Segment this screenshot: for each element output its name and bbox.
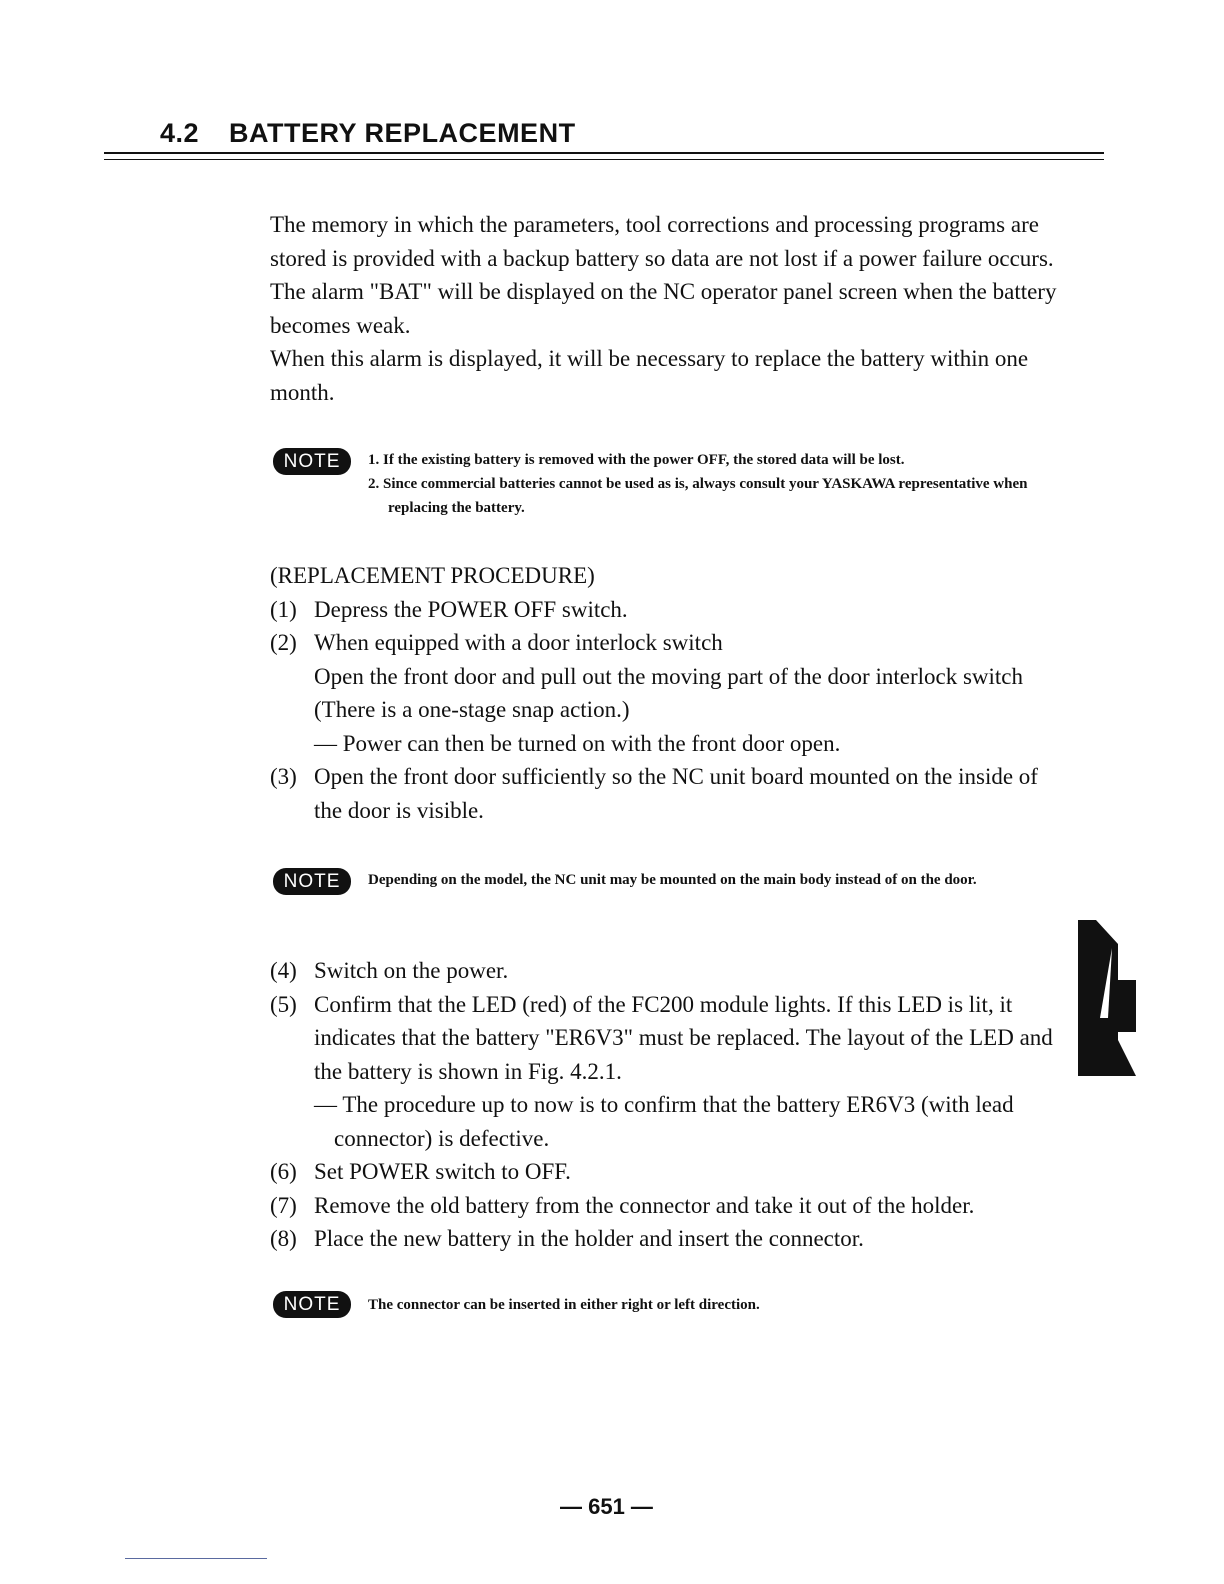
note-1-item: 1. If the existing battery is removed with the power OFF, the stored data will be lost.: [368, 452, 905, 468]
step-text: Remove the old battery from the connector and take it out of the holder.: [314, 1192, 975, 1218]
step-number: (5): [270, 991, 297, 1017]
procedure-part-1: [270, 559, 1070, 827]
footer-line: [125, 1558, 267, 1559]
heading-rule-thin: [104, 159, 1104, 160]
note-badge: NOTE: [273, 448, 351, 475]
heading-rule: [104, 152, 1104, 154]
chapter-tab: [878, 720, 1136, 1076]
note-1-item: 2. Since commercial batteries cannot be used as is, always consult your YASKAWA representative when replacing the battery.: [368, 476, 1028, 516]
step-text: Set POWER switch to OFF.: [314, 1159, 571, 1184]
step-text: Confirm that the LED (red) of the FC200 module lights. If this LED is lit, it indicates that the battery "ER6V3" must be replaced. The layout of the LED and the battery is shown in Fig. 4.2.1.: [314, 991, 1053, 1084]
note-2-text: Depending on the model, the NC unit may be mounted on the main body instead of on the door.: [368, 872, 977, 888]
step-number: (6): [270, 1159, 297, 1184]
step-number: (2): [270, 630, 297, 655]
procedure-step: [270, 760, 1070, 827]
procedure-step: [270, 1222, 1070, 1256]
step-text: Depress the POWER OFF switch.: [314, 596, 628, 622]
procedure-step: [270, 593, 1070, 627]
note-badge: NOTE: [273, 1291, 351, 1318]
step-text: Switch on the power.: [314, 958, 509, 983]
page-number: — 651 —: [560, 1494, 653, 1519]
step-number: (1): [270, 596, 297, 622]
step-text: Open the front door sufficiently so the NC unit board mounted on the inside of the door is visible.: [314, 764, 1038, 823]
step-text: When equipped with a door interlock switch: [314, 630, 723, 655]
step-number: (8): [270, 1226, 297, 1251]
procedure-step: [270, 988, 1070, 1156]
step-text: Open the front door and pull out the moving part of the door interlock switch (There is a one-stage snap action.): [314, 663, 1024, 722]
step-number: (7): [270, 1192, 297, 1218]
step-text: — The procedure up to now is to confirm that the battery ER6V3 (with lead connector) is defective.: [314, 1092, 1014, 1151]
procedure-step: [270, 1189, 1070, 1223]
section-title: BATTERY REPLACEMENT: [229, 118, 576, 148]
note-badge: NOTE: [273, 868, 351, 895]
procedure-step: [270, 1155, 1070, 1189]
note-3-text: The connector can be inserted in either right or left direction.: [368, 1297, 760, 1313]
section-number: 4.2: [160, 118, 200, 148]
step-text: Place the new battery in the holder and insert the connector.: [314, 1226, 864, 1251]
intro-paragraph-2: When this alarm is displayed, it will be necessary to replace the battery within one month.: [270, 346, 1029, 405]
section-heading: [160, 118, 576, 149]
procedure-title: (REPLACEMENT PROCEDURE): [270, 563, 595, 588]
chapter-tab-label: 4: [878, 720, 879, 721]
step-number: (4): [270, 958, 297, 983]
procedure-step: [270, 954, 1070, 988]
step-text: — Power can then be turned on with the front door open.: [314, 730, 841, 756]
note-1-body: [368, 448, 1068, 520]
intro-text: [270, 208, 1070, 409]
intro-paragraph-1: The memory in which the parameters, tool corrections and processing programs are stored is provided with a backup battery so data are not lost if a power failure occurs. The alarm "BAT" will be displayed on the NC operator panel screen when the battery becomes weak.: [270, 212, 1057, 338]
step-number: (3): [270, 764, 297, 789]
procedure-part-2: [270, 954, 1070, 1256]
procedure-step: [270, 626, 1070, 760]
